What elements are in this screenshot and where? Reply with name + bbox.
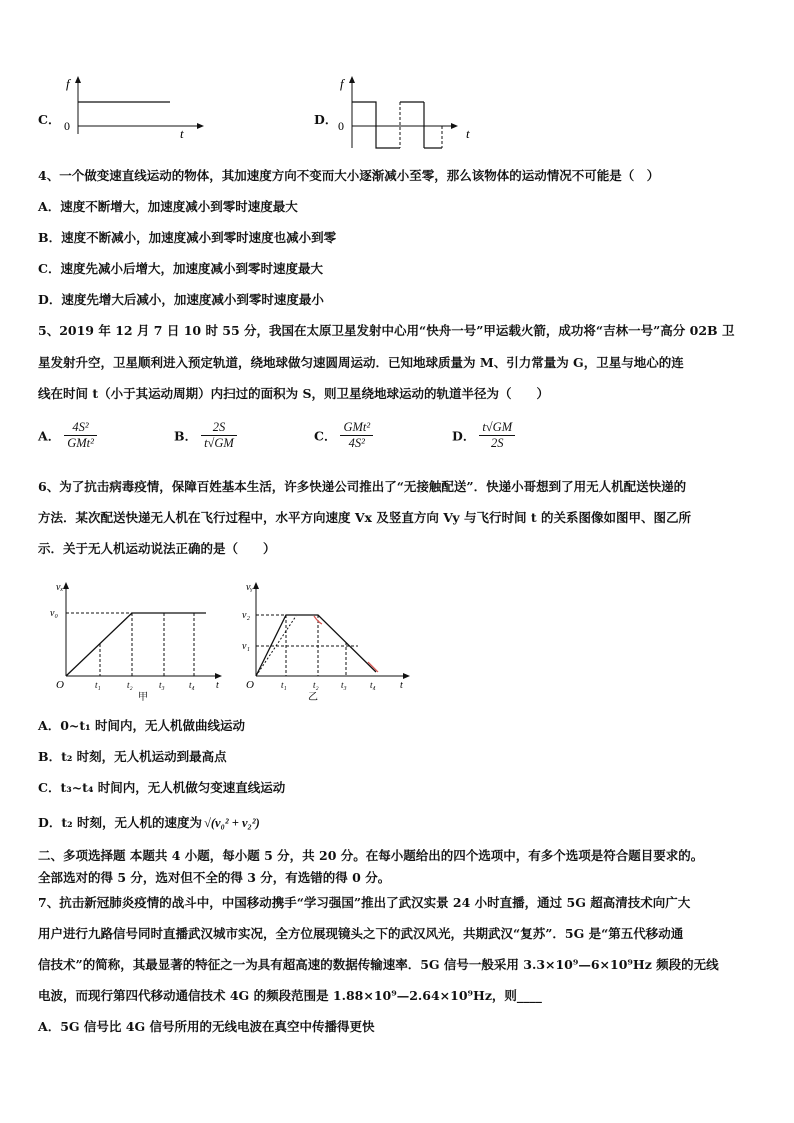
q6-line-1: 6、为了抗击病毒疫情，保障百姓基本生活，许多快递公司推出了“无接触配送”．快递小哥想到了用无人机配送快递的 [38,479,687,494]
vx-time-graph [40,580,230,702]
q6-option-a: A．0~t₁ 时间内，无人机做曲线运动 [38,718,245,733]
axis-t-label: t [180,126,184,141]
force-time-graph-d [332,76,482,156]
q5-option-d: D． $\frac{t√GM}{2S}$ [452,420,515,451]
vy-time-graph [236,580,416,702]
q5-option-c: C． $\frac{\text{GMt²}}{\text{4S²}}$ [314,420,373,451]
q6-option-c: C．t₃~t₄ 时间内，无人机做匀变速直线运动 [38,780,286,795]
tick-t1: t₁ [95,680,101,690]
tick-t2: t₂ [127,680,133,690]
q4-stem: 4、一个做变速直线运动的物体，其加速度方向不变而大小逐渐减小至零，那么该物体的运动情况不可能是（ ） [38,168,660,183]
q6-option-b: B．t₂ 时刻，无人机运动到最高点 [38,749,227,764]
tick-t2: t₂ [313,680,319,690]
q5-line-2: 星发射升空，卫星顺利进入预定轨道，绕地球做匀速圆周运动．已知地球质量为 M、引力常量为 G，卫星与地心的连 [38,355,684,370]
vx-axis-label: vₓ [56,582,64,593]
q6-line-2: 方法．某次配送快递无人机在飞行过程中，水平方向速度 Vx 及竖直方向 Vy 与飞行时间 t 的关系图像如图甲、图乙所 [38,510,691,525]
tick-t3: t₃ [159,680,165,690]
t-axis-label: t [216,680,219,691]
q5-options [38,420,578,460]
q7-line-1: 7、抗击新冠肺炎疫情的战斗中，中国移动携手“学习强国”推出了武汉实景 24 小时直播，通过 5G 超高清技术向广大 [38,895,691,910]
axis-f-label: f [340,76,344,91]
v2-label: v₂ [242,610,250,621]
section-2-heading-line-2: 全部选对的得 5 分，选对但不全的得 3 分，有选错的得 0 分。 [38,870,391,885]
tick-t3: t₃ [341,680,347,690]
q4-option-b: B．速度不断减小，加速度减小到零时速度也减小到零 [38,230,337,245]
q5-option-b: B． $\frac{2S}{t√GM}$ [174,420,237,451]
q5-option-a: A． $\frac{\text{4S²}}{\text{GMt²}}$ [38,420,97,451]
q5-line-3: 线在时间 t（小于其运动周期）内扫过的面积为 S，则卫星绕地球运动的轨道半径为（ ） [38,386,550,401]
tick-t4: t₄ [370,680,376,690]
q5-line-1: 5、2019 年 12 月 7 日 10 时 55 分，我国在太原卫星发射中心用“快舟一号”甲运载火箭，成功将“吉林一号”高分 02B 卫 [38,323,735,338]
option-d-graph [314,76,484,156]
q7-option-a: A．5G 信号比 4G 信号所用的无线电波在真空中传播得更快 [38,1019,375,1034]
q4-option-c: C．速度先减小后增大，加速度减小到零时速度最大 [38,261,323,276]
q6-line-3: 示．关于无人机运动说法正确的是（ ） [38,541,276,556]
q7-line-4: 电波，而现行第四代移动通信技术 4G 的频段范围是 1.88×10⁹—2.64×10⁹Hz，则____ [38,988,542,1003]
origin-label: 0 [338,119,344,133]
v0-label: v₀ [50,608,58,619]
q4-option-d: D．速度先增大后减小，加速度减小到零时速度最小 [38,292,324,307]
graph-caption: 乙 [308,692,318,702]
graph-caption: 甲 [138,692,148,702]
q7-line-2: 用户进行九路信号同时直播武汉城市实况，全方位展现镜头之下的武汉风光，共期武汉“复苏”．5G 是“第五代移动通 [38,926,684,941]
option-d-label: D． [314,112,338,127]
option-c-label: C． [38,112,61,127]
q7-line-3: 信技术”的简称，其最显著的特征之一为具有超高速的数据传输速率．5G 信号一般采用 3.3×10⁹—6×10⁹Hz 频段的无线 [38,957,719,972]
q6-option-d: D．t₂ 时刻，无人机的速度为 √(v₀² + v₂²) [38,815,260,830]
speed-formula: √(v₀² + v₂²) [203,816,260,830]
axis-t-label: t [466,126,470,141]
axis-f-label: f [66,76,70,91]
vy-axis-label: vᵧ [246,582,253,593]
force-time-graph-c [58,76,208,144]
option-c-graph [38,76,208,144]
t-axis-label: t [400,680,403,691]
origin-label: 0 [64,119,70,133]
section-2-heading-line-1: 二、多项选择题 本题共 4 小题，每小题 5 分，共 20 分。在每小题给出的四个选项中，有多个选项是符合题目要求的。 [38,848,704,863]
origin-label: O [56,679,64,691]
origin-label: O [246,679,254,691]
q4-option-a: A．速度不断增大，加速度减小到零时速度最大 [38,199,298,214]
tick-t4: t₄ [189,680,195,690]
v1-label: v₁ [242,641,250,652]
tick-t1: t₁ [281,680,287,690]
